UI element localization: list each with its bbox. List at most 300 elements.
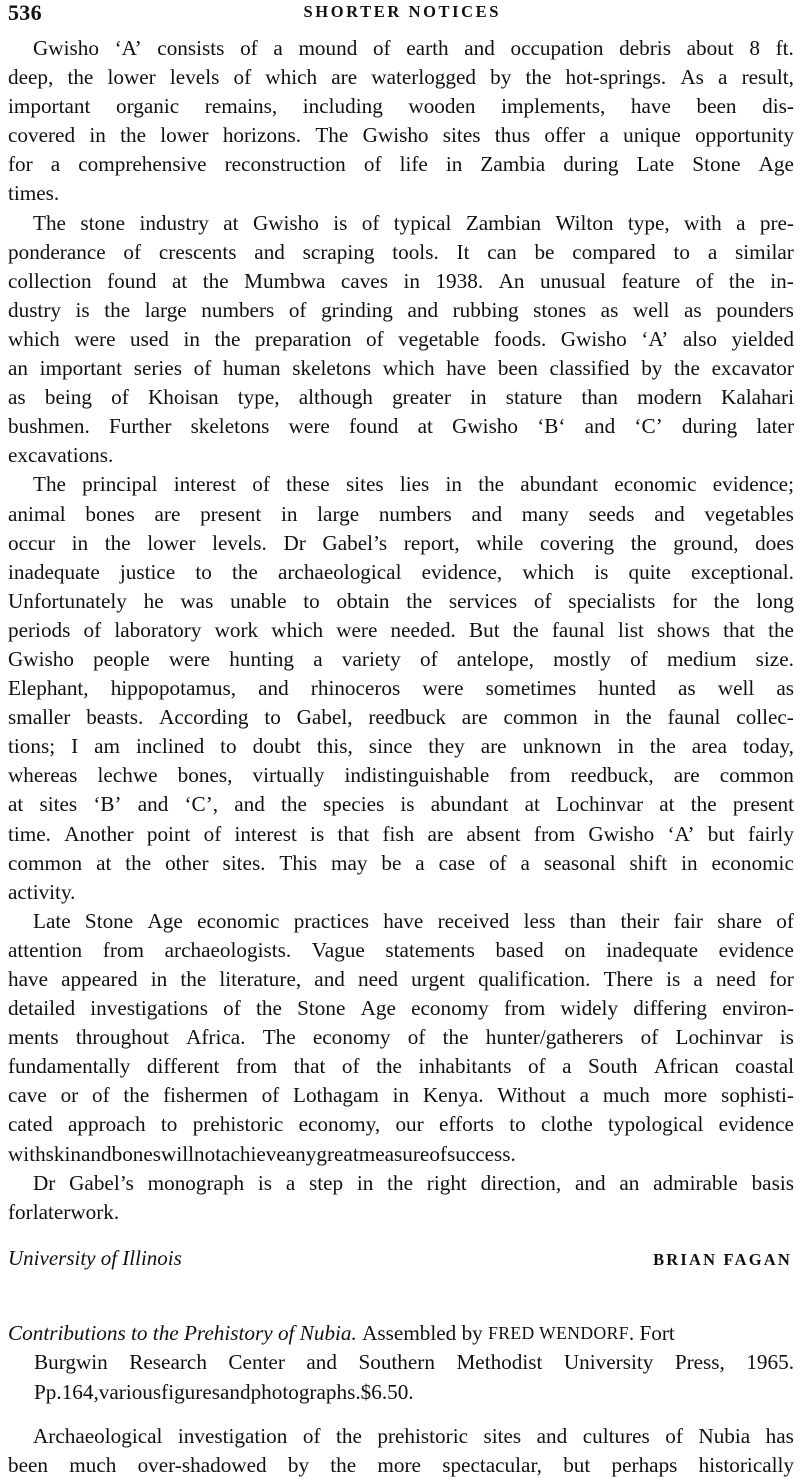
word: times. [8,181,60,206]
word: list [617,617,644,642]
word: typical [393,210,452,235]
word: But [469,617,500,642]
word: tools. [392,239,439,264]
word: economy, [298,1112,381,1137]
word: today, [742,734,794,759]
word: stone [80,210,126,235]
word: by [287,1453,310,1478]
word: clothe [540,1112,593,1137]
text-line [8,500,794,529]
word: much [69,1453,117,1478]
text-line [8,529,794,558]
word: is [310,821,325,846]
text-line [8,732,794,761]
word: were [422,676,464,701]
word: dustry [8,297,61,322]
text-line [8,179,794,208]
word: The [33,472,66,497]
word: The [315,123,349,148]
word: inadequate [606,937,699,962]
word: which [265,65,318,90]
word: common [8,850,83,875]
word: approach [67,1112,146,1137]
word: economic [711,850,794,875]
word: shift [629,850,668,875]
word: type, [627,210,670,235]
word: An [498,268,525,293]
word: literature, [219,967,302,991]
word: sites [39,792,78,817]
word: in [445,472,462,497]
word: the [713,588,740,613]
word: in [89,123,106,148]
word: in [445,152,463,177]
word: fish [382,821,415,846]
word: Africa. [186,1025,246,1050]
word: work [214,617,259,642]
word: Another [64,821,134,846]
word: Gwisho [8,646,74,671]
word: Gabel, [296,705,353,730]
word: of [695,268,714,293]
text-line [8,325,794,354]
citation-line-3 [8,1378,794,1408]
text-line [8,558,794,587]
word: Khoisan [147,385,219,410]
word: other [165,850,209,875]
word: and [574,1170,606,1195]
word: based [495,937,544,962]
review-two-entry [8,1319,794,1481]
word: hunter/gatherers [485,1025,624,1050]
text-line [8,238,794,267]
word: to [509,1112,526,1137]
word: point [146,821,191,846]
word: hippopotamus, [110,676,237,701]
book-title: Contributions to the Prehistory of Nubia. [8,1320,357,1345]
word: as [8,385,26,410]
word: at [223,210,239,235]
word: justice [119,559,176,584]
word: lechwe [97,763,158,788]
word: was [180,588,214,613]
word: at [8,792,24,817]
word: at [96,850,112,875]
word: sometimes [485,676,577,701]
word: were [74,326,116,351]
word: South [588,1054,638,1079]
word: of [407,1025,426,1050]
word: by [490,65,512,90]
word: bones, [177,763,233,788]
word: the [231,559,258,584]
word: received [437,908,510,933]
word: and [314,967,345,991]
word: levels [169,65,220,90]
word: This [279,850,318,875]
text-line [8,674,794,703]
word: scraping [302,239,375,264]
word: ments [8,1025,59,1050]
word: these [286,472,330,497]
word: ft. [775,36,794,60]
word: ponderance [8,239,106,264]
word: quite [628,559,671,584]
text-line [8,878,794,907]
word: According [159,705,249,730]
word: human [222,356,281,381]
word: cultures [582,1423,650,1448]
word: and [234,792,265,817]
word: remains, [204,94,278,119]
word: size. [755,646,794,671]
word: thus [494,123,531,148]
word: investigation [177,1423,288,1448]
word: in [356,1170,374,1195]
word: Gabel’s [322,530,388,555]
word: Kalahari [721,385,794,410]
word: step [308,1170,344,1195]
word: in [183,326,200,351]
word: of [488,850,507,875]
word: the [123,1083,150,1108]
word: Late [636,152,675,177]
word: of [240,36,258,60]
assembled-by-label: Assembled by [362,1320,483,1345]
text-line [8,703,794,732]
word: common [719,763,794,788]
word: of [203,821,222,846]
word: of [372,36,391,60]
word: beasts. [86,705,144,730]
word: tions; [8,734,56,759]
word: of [111,385,129,410]
review-two-body [8,1422,794,1481]
word: their [620,908,660,933]
word: preparation [254,326,352,351]
word: occupation [510,36,604,60]
word: cave [8,1083,47,1108]
word: any [285,1141,317,1166]
word: Gwisho [560,326,627,351]
word: practices [293,908,370,933]
reviewer-name: BRIAN FAGAN [653,1249,792,1269]
text-line [8,616,794,645]
word: important [39,356,123,381]
word: ‘C’, [184,792,219,817]
word: Age [758,152,794,177]
paragraph-1 [8,34,794,209]
text-line [8,121,794,150]
word: that [337,821,370,846]
word: antelope, [456,646,534,671]
word: hunting [229,646,295,671]
word: life [399,152,428,177]
word: a [718,65,728,90]
word: reconstruction [224,152,346,177]
word: time. [8,821,51,846]
word: throughout [75,1025,169,1050]
word: evidence; [712,472,794,497]
word: There [603,967,653,991]
word: Southern [358,1350,435,1375]
word: have [383,908,424,933]
word: collec- [736,705,794,730]
word: stature [505,385,563,410]
word: inclined [135,734,205,759]
word: in [403,268,420,293]
word: qualification. [478,967,591,991]
word: a [50,152,61,177]
word: the [336,1423,362,1448]
word: area [691,734,727,759]
word: been [696,94,737,119]
text-line [8,849,794,878]
word: are [480,734,507,759]
word: found [348,414,399,439]
word: obtain [336,588,390,613]
word: measure [358,1141,430,1166]
word: debris [619,36,671,60]
word: ‘A’ [667,821,695,846]
word: large [144,297,187,322]
word: as [600,297,619,322]
word: hunted [598,676,656,701]
word: share [717,908,762,933]
word: economic [197,908,280,933]
word: at [524,792,540,817]
word: which [271,617,324,642]
word: specialists [568,588,656,613]
word: bones [85,501,135,526]
text-line [8,965,794,994]
word: seeds [588,501,635,526]
text-line [8,470,794,499]
word: from [102,937,144,962]
word: spectacular, [442,1453,542,1478]
word: the [180,967,207,991]
word: a [313,646,323,671]
citation-tail: . Fort [628,1320,675,1345]
word: need [358,967,399,991]
word: ‘A’ [641,326,669,351]
word: efforts [438,1112,494,1137]
word: the [214,326,241,351]
word: sites [442,123,481,148]
text-line [8,1140,794,1169]
word: work. [70,1199,120,1224]
text-line [8,150,794,179]
word: crescents [158,239,237,264]
word: medium [666,646,737,671]
word: to [303,588,320,613]
word: Gabel’s [69,1170,134,1195]
word: evidence [718,1112,794,1137]
word: unique [623,123,681,148]
word: but [563,1453,591,1478]
word: with [8,1141,46,1166]
word: to [220,734,237,759]
word: a [579,1083,590,1108]
word: Elephant, [8,676,89,701]
word: Burgwin [34,1350,108,1375]
word: has [765,1423,794,1448]
word: in [392,1083,410,1108]
word: As [680,65,704,90]
word: to [673,239,691,264]
word: ‘C’ [634,414,663,439]
word: 1965. [746,1350,794,1375]
word: of [665,1423,683,1448]
word: at [171,268,188,293]
word: Dr [283,530,306,555]
word: skin [45,1141,81,1166]
text-line [8,1169,794,1198]
word: he [143,588,164,613]
word: of [261,1083,280,1108]
word: have [630,94,671,119]
word: Stone [84,908,134,933]
word: periods [8,617,71,642]
word: University [563,1350,654,1375]
word: whereas [8,763,78,788]
word: are [331,65,358,90]
word: Gwisho [252,210,319,235]
word: also [682,326,718,351]
word: the [630,530,657,555]
text-line [8,1023,794,1052]
word: The [262,1025,296,1050]
word: prehistoric [192,1112,284,1137]
word: Methodist [456,1350,543,1375]
word: used [130,326,169,351]
word: although [298,385,373,410]
word: horizons. [222,123,302,148]
word: of [533,588,552,613]
word: modern [637,385,702,410]
word: will [161,1141,194,1166]
word: success. [446,1141,516,1166]
word: dis- [762,94,794,119]
word: well [632,297,670,322]
word: differing [633,996,707,1021]
word: including [302,94,383,119]
word: 1938. [435,268,484,293]
word: to [264,705,281,730]
word: been [8,1453,48,1478]
word: Kenya. [422,1083,484,1108]
word: great [316,1141,359,1166]
word: the [649,734,676,759]
word: and [471,501,503,526]
word: is [257,1170,273,1195]
word: levels. [212,530,267,555]
word: of [429,1141,447,1166]
word: being [44,385,92,410]
word: found [107,268,157,293]
word: the [406,588,433,613]
word: not [194,1141,222,1166]
word: of [233,65,252,90]
word: the [478,472,505,497]
word: were [336,617,378,642]
word: unable [230,588,287,613]
word: to [195,559,212,584]
word: which [522,559,575,584]
word: that [293,1054,326,1079]
word: activity. [8,879,76,904]
word: lies [399,472,430,497]
word: Gwisho [588,821,655,846]
word: result, [741,65,794,90]
word: African [653,1054,719,1079]
word: deep, [8,65,54,90]
word: from [235,1054,278,1079]
word: lower [107,65,156,90]
citation-line-2 [8,1348,794,1378]
word: report, [403,530,460,555]
word: admirable [653,1170,738,1195]
word: similar [735,239,794,264]
word: they [428,734,465,759]
word: consists [157,36,225,60]
word: seasonal [543,850,616,875]
word: species [323,792,385,817]
word: in [681,850,698,875]
word: sites. [222,850,266,875]
word: unusual [540,268,606,293]
text-line [8,587,794,616]
word: Lothagam [293,1083,379,1108]
word: present [200,501,262,526]
word: fair [673,908,703,933]
word: from [503,996,546,1021]
word: photographs. [250,1380,361,1405]
word: since [368,734,413,759]
word: opportunity [695,123,794,148]
word: people [93,646,150,671]
word: from [533,821,576,846]
word: The [33,210,66,235]
text-line [8,63,794,92]
word: case [438,850,476,875]
word: of [288,297,307,322]
word: classified [549,356,630,381]
word: is [75,297,90,322]
word: and [536,1423,568,1448]
word: Dr [33,1170,56,1195]
word: to [160,1112,178,1137]
word: earth [406,36,449,60]
word: Stone [692,152,741,177]
word: fairly [748,821,794,846]
word: are [427,821,454,846]
word: the [125,850,152,875]
word: which [8,326,60,351]
paragraph-2 [8,209,794,471]
word: implements, [501,94,606,119]
word: ‘B‘ [537,414,566,439]
word: rubbing [452,297,519,322]
word: the [525,65,552,90]
word: and [654,501,685,526]
word: yielded [731,326,794,351]
word: common [503,705,578,730]
word: skeletons [292,356,372,381]
word: of [365,326,384,351]
word: excavations. [8,443,114,468]
word: achieve [221,1141,286,1166]
